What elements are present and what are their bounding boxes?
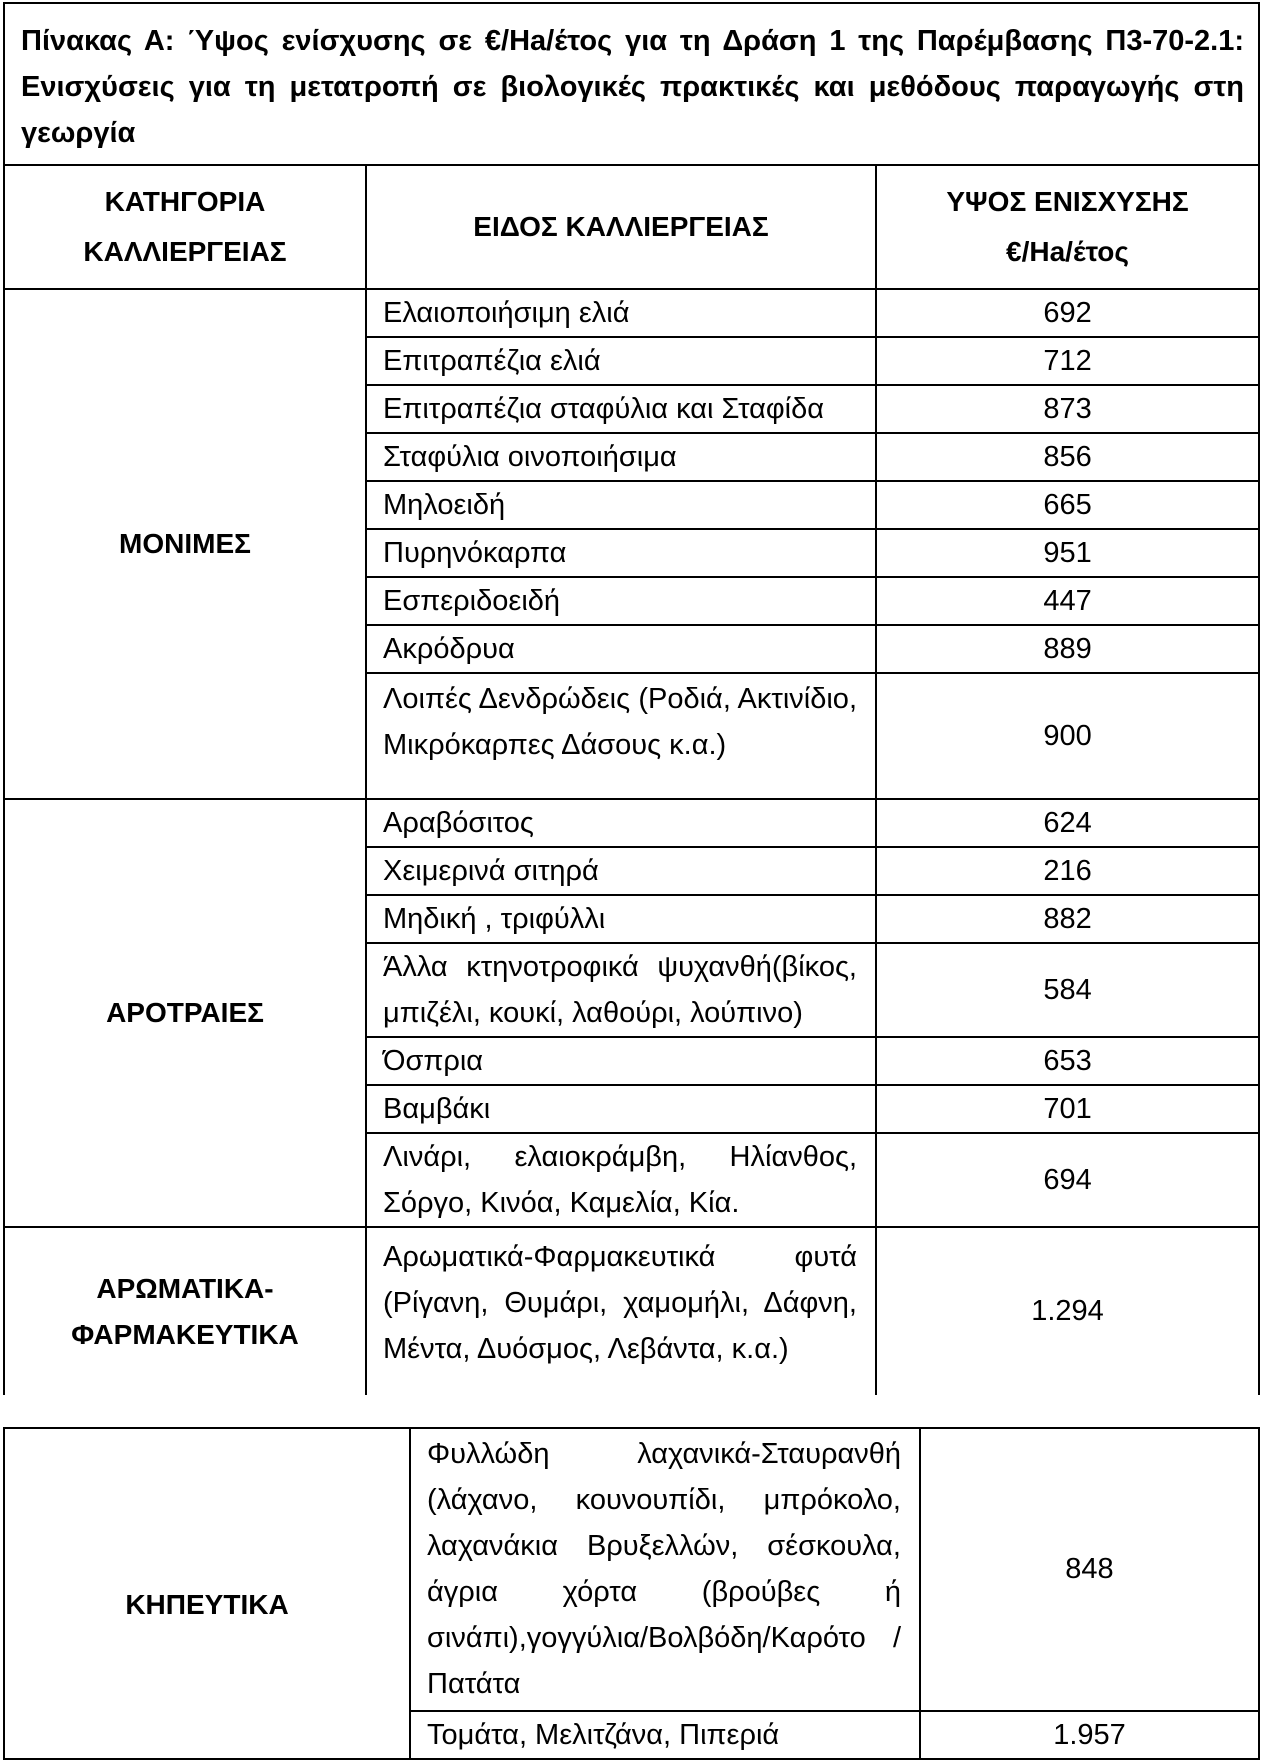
- crop-cell: Επιτραπέζια ελιά: [366, 337, 876, 385]
- header-amount-line2: €/Ha/έτος: [1006, 236, 1129, 267]
- amount-cell: 701: [876, 1085, 1259, 1133]
- category-cell: ΜΟΝΙΜΕΣ: [4, 289, 366, 799]
- crop-cell: Βαμβάκι: [366, 1085, 876, 1133]
- header-amount: [876, 165, 1259, 289]
- crop-cell: Λινάρι, ελαιοκράμβη, Ηλίανθος, Σόργο, Κινόα, Καμελία, Κία.: [366, 1133, 876, 1227]
- crop-cell: Εσπεριδοειδή: [366, 577, 876, 625]
- crop-cell: Ελαιοποιήσιμη ελιά: [366, 289, 876, 337]
- crop-cell: Μηδική , τριφύλλι: [366, 895, 876, 943]
- amount-cell: 848: [920, 1428, 1259, 1711]
- table-row: [4, 799, 1259, 847]
- crop-cell: Σταφύλια οινοποιήσιμα: [366, 433, 876, 481]
- amount-cell: 873: [876, 385, 1259, 433]
- amount-cell: 856: [876, 433, 1259, 481]
- category-line1: ΑΡΩΜΑΤΙΚΑ-: [96, 1272, 274, 1304]
- category-cell: ΚΗΠΕΥΤΙΚΑ: [4, 1428, 410, 1759]
- subsidy-table-continued: [3, 1427, 1260, 1760]
- header-amount-line1: ΥΨΟΣ ΕΝΙΣΧΥΣΗΣ: [946, 186, 1189, 217]
- crop-cell: Άλλα κτηνοτροφικά ψυχανθή(βίκος, μπιζέλι, κουκί, λαθούρι, λούπινο): [366, 943, 876, 1037]
- amount-cell: 1.957: [920, 1711, 1259, 1759]
- amount-cell: 665: [876, 481, 1259, 529]
- amount-cell: 584: [876, 943, 1259, 1037]
- amount-cell: 889: [876, 625, 1259, 673]
- table-row: [4, 1227, 1259, 1395]
- amount-cell: 900: [876, 673, 1259, 799]
- amount-cell: 1.294: [876, 1227, 1259, 1395]
- amount-cell: 694: [876, 1133, 1259, 1227]
- subsidy-table: [3, 2, 1260, 1395]
- amount-cell: 653: [876, 1037, 1259, 1085]
- crop-cell: Φυλλώδη λαχανικά-Σταυρανθή (λάχανο, κουνουπίδι, μπρόκολο, λαχανάκια Βρυξελλών, σέσκουλα, άγρια χόρτα (βρούβες ή σινάπι),γογγύλια/Βολβόδη/Καρότο /Πατάτα: [410, 1428, 920, 1711]
- crop-cell: Πυρηνόκαρπα: [366, 529, 876, 577]
- amount-cell: 882: [876, 895, 1259, 943]
- header-crop: ΕΙΔΟΣ ΚΑΛΛΙΕΡΓΕΙΑΣ: [366, 165, 876, 289]
- table-row: [4, 1428, 1259, 1711]
- category-cell: ΑΡΟΤΡΑΙΕΣ: [4, 799, 366, 1227]
- table-title: Πίνακας Α: Ύψος ενίσχυσης σε €/Ha/έτος για τη Δράση 1 της Παρέμβασης Π3-70-2.1: Ενισχύσεις για τη μετατροπή σε βιολογικές πρακτικές και μεθόδους παραγωγής στη γεωργία: [4, 3, 1259, 165]
- category-line2: ΦΑΡΜΑΚΕΥΤΙΚΑ: [71, 1318, 299, 1350]
- crop-cell: Χειμερινά σιτηρά: [366, 847, 876, 895]
- crop-cell: Αραβόσιτος: [366, 799, 876, 847]
- header-category: ΚΑΤΗΓΟΡΙΑ ΚΑΛΛΙΕΡΓΕΙΑΣ: [4, 165, 366, 289]
- crop-cell: Αρωματικά-Φαρμακευτικά φυτά (Ρίγανη, Θυμάρι, χαμομήλι, Δάφνη, Μέντα, Δυόσμος, Λεβάντα, κ.α.): [366, 1227, 876, 1395]
- amount-cell: 447: [876, 577, 1259, 625]
- crop-cell: Λοιπές Δενδρώδεις (Ροδιά, Ακτινίδιο, Μικρόκαρπες Δάσους κ.α.): [366, 673, 876, 799]
- table-row: [4, 289, 1259, 337]
- crop-cell: Τομάτα, Μελιτζάνα, Πιπεριά: [410, 1711, 920, 1759]
- crop-cell: Όσπρια: [366, 1037, 876, 1085]
- amount-cell: 216: [876, 847, 1259, 895]
- amount-cell: 692: [876, 289, 1259, 337]
- crop-cell: Μηλοειδή: [366, 481, 876, 529]
- amount-cell: 624: [876, 799, 1259, 847]
- amount-cell: 951: [876, 529, 1259, 577]
- crop-cell: Ακρόδρυα: [366, 625, 876, 673]
- category-cell: [4, 1227, 366, 1395]
- amount-cell: 712: [876, 337, 1259, 385]
- crop-cell: Επιτραπέζια σταφύλια και Σταφίδα: [366, 385, 876, 433]
